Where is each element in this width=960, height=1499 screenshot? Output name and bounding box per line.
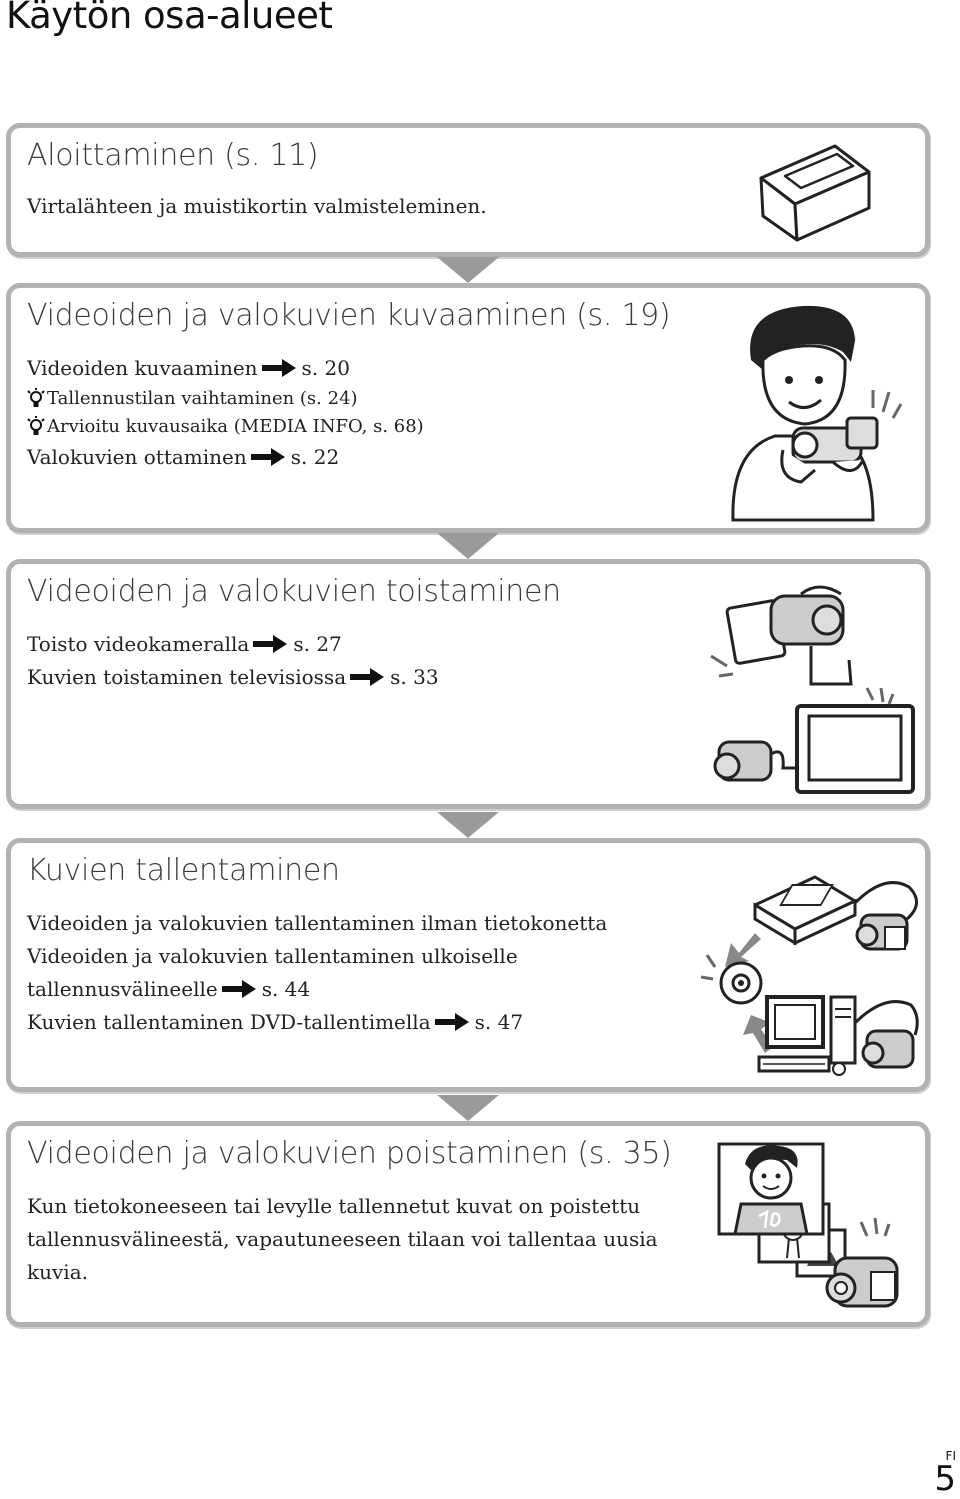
- person-recording-illustration: [723, 300, 903, 522]
- section-line: [27, 352, 424, 385]
- page-reference-link[interactable]: s. 33: [390, 665, 439, 689]
- right-arrow-icon: [251, 448, 285, 466]
- camcorder-tv-illustration: [701, 684, 926, 802]
- section-title: Videoiden ja valokuvien kuvaaminen (s. 19): [27, 298, 671, 333]
- right-arrow-icon: [222, 980, 256, 998]
- section-line: Virtalähteen ja muistikortin valmisteleminen.: [27, 194, 487, 218]
- section-line: tallennusvälineestä, vapautuneeseen tilaan voi tallentaa uusia: [27, 1227, 658, 1251]
- section-title: Aloittaminen (s. 11): [27, 138, 319, 173]
- section-title: Videoiden ja valokuvien toistaminen: [27, 574, 561, 609]
- language-code: FI: [945, 1449, 956, 1463]
- line-text: Toisto videokameralla: [27, 632, 250, 656]
- tip-line: [27, 385, 424, 413]
- section-line: [27, 907, 607, 940]
- page-reference-link[interactable]: s. 47: [474, 1010, 524, 1034]
- section-saving: [6, 838, 930, 1092]
- flow-connector-arrow: [437, 533, 499, 559]
- lightbulb-tip-icon: [27, 416, 45, 438]
- section-line: [27, 661, 439, 694]
- section-line: kuvia.: [27, 1260, 88, 1284]
- camcorder-playback-illustration: [701, 576, 861, 690]
- section-title: Videoiden ja valokuvien poistaminen (s. 35): [27, 1136, 672, 1171]
- section-line: [27, 1006, 607, 1039]
- lightbulb-tip-icon: [27, 388, 45, 410]
- section-recording: [6, 283, 930, 533]
- section-line: [27, 940, 607, 973]
- line-text: Videoiden ja valokuvien tallentaminen ilman tietokonetta: [27, 911, 608, 935]
- line-text: Kuvien tallentaminen DVD-tallentimella: [27, 1010, 431, 1034]
- section-title: Kuvien tallentaminen: [27, 853, 340, 888]
- right-arrow-icon: [253, 635, 287, 653]
- line-text: tallennusvälineelle: [27, 977, 218, 1001]
- section-line: Kun tietokoneeseen tai levylle tallennetut kuvat on poistettu: [27, 1194, 641, 1218]
- right-arrow-icon: [350, 668, 384, 686]
- line-text: Arvioitu kuvausaika (MEDIA INFO, s. 68): [47, 416, 424, 437]
- line-text: Videoiden kuvaaminen: [27, 356, 258, 380]
- flow-connector-arrow: [437, 1095, 499, 1121]
- saving-devices-illustration: [695, 863, 925, 1085]
- right-arrow-icon: [435, 1013, 469, 1031]
- flow-connector-arrow: [437, 812, 499, 838]
- right-arrow-icon: [262, 359, 296, 377]
- section-line: [27, 441, 424, 474]
- photos-camcorder-illustration: [711, 1138, 921, 1318]
- page-number: [934, 1449, 956, 1499]
- section-line: [27, 973, 607, 1006]
- section-getting-started: [6, 123, 930, 257]
- battery-illustration: [741, 138, 881, 250]
- page-number-value: 5: [934, 1459, 956, 1499]
- line-text: Valokuvien ottaminen: [27, 445, 247, 469]
- section-deleting: [6, 1121, 930, 1327]
- page-title: Käytön osa-alueet: [6, 0, 333, 37]
- line-text: Kuvien toistaminen televisiossa: [27, 665, 347, 689]
- line-text: Videoiden ja valokuvien tallentaminen ulkoiselle: [27, 944, 518, 968]
- page-reference-link[interactable]: s. 22: [290, 445, 340, 469]
- tip-line: [27, 413, 424, 441]
- page-reference-link[interactable]: s. 27: [293, 632, 342, 656]
- section-line: [27, 628, 439, 661]
- page-reference-link[interactable]: s. 44: [261, 977, 311, 1001]
- page-reference-link[interactable]: s. 20: [301, 356, 350, 380]
- section-playback: [6, 559, 930, 809]
- line-text: Tallennustilan vaihtaminen (s. 24): [47, 388, 358, 409]
- flow-connector-arrow: [437, 257, 499, 283]
